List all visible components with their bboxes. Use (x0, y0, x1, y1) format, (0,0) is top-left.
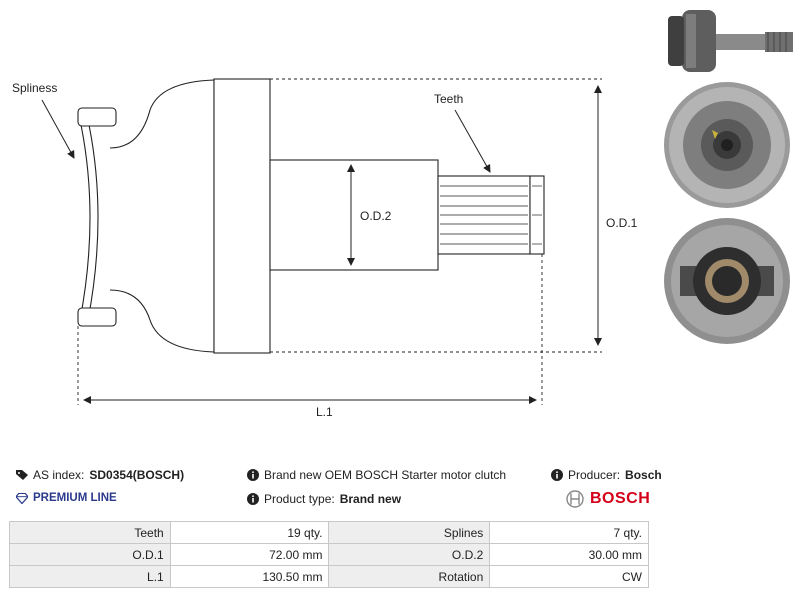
table-row (10, 566, 649, 588)
diamond-icon (16, 492, 28, 504)
product-type-row (247, 492, 401, 506)
info-icon (247, 469, 259, 481)
description-text: Brand new OEM BOSCH Starter motor clutch (264, 468, 507, 482)
table-row (10, 544, 649, 566)
main-drum (214, 79, 270, 353)
bosch-logo-text: BOSCH (590, 490, 651, 507)
flange-collar (80, 120, 98, 320)
spec-label: Splines (329, 522, 490, 544)
spec-label: O.D.2 (329, 544, 490, 566)
producer-row (551, 468, 662, 482)
product-type-value: Brand new (339, 492, 402, 506)
housing-body (110, 80, 214, 352)
l1-label: L.1 (316, 405, 333, 419)
as-index-value: SD0354(BOSCH) (89, 468, 185, 482)
spec-value: 19 qty. (170, 522, 329, 544)
bosch-logo (566, 490, 650, 508)
spec-label: L.1 (10, 566, 171, 588)
spec-value: 130.50 mm (170, 566, 329, 588)
od2-label: O.D.2 (360, 209, 392, 223)
info-icon (247, 493, 259, 505)
table-row (10, 522, 649, 544)
teeth-leader (455, 110, 490, 172)
product-photo-front (662, 80, 792, 210)
product-type-label: Product type: (264, 492, 335, 506)
producer-value: Bosch (625, 468, 662, 482)
as-index-row (16, 468, 184, 482)
shaft (270, 160, 438, 270)
specs-table (9, 521, 649, 588)
bosch-armature-icon (566, 490, 584, 508)
premium-line-label: PREMIUM LINE (33, 492, 117, 504)
flange-bottom-tab (78, 308, 116, 326)
spec-value: 30.00 mm (490, 544, 649, 566)
product-photo-rear (662, 216, 792, 346)
spec-value: CW (490, 566, 649, 588)
spliness-label: Spliness (12, 81, 58, 95)
teeth-label: Teeth (434, 92, 464, 106)
spec-value: 7 qty. (490, 522, 649, 544)
product-photo-side (660, 6, 796, 76)
spec-value: 72.00 mm (170, 544, 329, 566)
tag-icon (16, 469, 28, 481)
od1-label: O.D.1 (606, 216, 638, 230)
spec-label: Teeth (10, 522, 171, 544)
spliness-leader (42, 100, 74, 158)
spec-label: O.D.1 (10, 544, 171, 566)
spec-label: Rotation (329, 566, 490, 588)
premium-line-row (16, 492, 117, 504)
info-icon (551, 469, 563, 481)
flange-top-tab (78, 108, 116, 126)
producer-label: Producer: (568, 468, 621, 482)
as-index-label: AS index: (33, 468, 85, 482)
description-row (247, 468, 506, 482)
